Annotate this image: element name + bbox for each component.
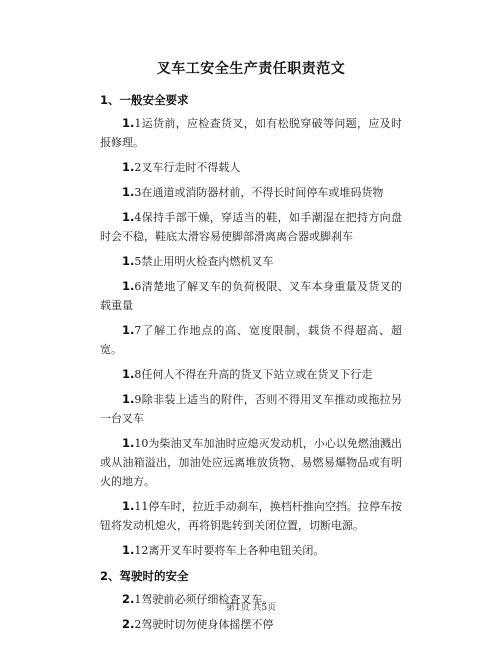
- paragraph: [100, 183, 402, 202]
- item-number: 1.: [122, 254, 135, 268]
- paragraph: [100, 114, 402, 152]
- paragraph-text: 4保持手部干燥，穿适当的鞋，如手潮湿在把持方向盘时会不稳，鞋底太滑容易使脚部滑离离合器或脚刹车: [100, 211, 402, 243]
- item-number: 1.: [122, 499, 135, 513]
- section-heading: 2、驾驶时的安全: [100, 569, 189, 583]
- paragraph: [100, 615, 402, 634]
- item-number: 1.: [122, 543, 135, 557]
- page-footer: 第1页 共5页: [225, 603, 277, 613]
- document-title: 叉车工安全生产责任职责范文: [156, 61, 346, 77]
- paragraph: [100, 277, 402, 315]
- paragraph: [100, 321, 402, 359]
- paragraph-text: 10为柴油叉车加油时应熄灭发动机，小心以免燃油溅出或从油箱溢出，加油处应远离堆放货物、易燃易爆物品或有明火的地方。: [100, 437, 402, 488]
- paragraph: [100, 365, 402, 384]
- item-number: 1.: [122, 323, 135, 337]
- paragraph: [100, 541, 402, 560]
- paragraph: [100, 497, 402, 535]
- item-number: 2.: [122, 592, 135, 606]
- item-number: 1.: [122, 392, 135, 406]
- item-number: 1.: [122, 116, 135, 130]
- paragraph: [100, 158, 402, 177]
- item-number: 1.: [122, 210, 135, 224]
- paragraph: [100, 390, 402, 428]
- paragraph-text: 3在通道或消防器材前，不得长时间停车或堆码货物: [134, 186, 384, 199]
- item-number: 1.: [122, 160, 135, 174]
- item-number: 1.: [122, 185, 135, 199]
- paragraph-text: 6清楚地了解叉车的负荷极限、叉车本身重量及货叉的载重量: [100, 280, 402, 312]
- paragraph-text: 2驾驶时切勿使身体摇摆不停: [134, 618, 274, 631]
- paragraph-text: 9除非装上适当的附件，否则不得用叉车推动或拖拉另一台叉车: [100, 393, 402, 425]
- paragraph-text: 1驾驶前必须仔细检查叉车。: [134, 593, 274, 606]
- item-number: 1.: [122, 279, 135, 293]
- paragraph-text: 2叉车行走时不得载人: [134, 161, 241, 174]
- section-heading: 1、一般安全要求: [100, 93, 189, 107]
- document-body: [100, 84, 402, 640]
- paragraph: [100, 434, 402, 491]
- paragraph-text: 8任何人不得在升高的货叉下站立或在货叉下行走: [134, 368, 373, 381]
- paragraph-text: 11停车时，拉近手动刹车，换档杆推向空挡。拉停车按钮将发动机熄火，再将钥匙转到关闭位置，切断电源。: [100, 500, 402, 532]
- paragraph-text: 7了解工作地点的高、宽度限制，载货不得超高、超宽。: [100, 324, 402, 356]
- paragraph-text: 1运货前，应检查货叉，如有松脱穿破等问题，应及时报修理。: [100, 117, 402, 149]
- paragraph-text: 5禁止用明火检查内燃机叉车: [134, 255, 274, 268]
- paragraph-text: 12离开叉车时要将车上各种电钮关闭。: [134, 544, 325, 557]
- paragraph: [100, 252, 402, 271]
- item-number: 2.: [122, 617, 135, 631]
- item-number: 1.: [122, 436, 135, 450]
- paragraph: [100, 208, 402, 246]
- item-number: 1.: [122, 367, 135, 381]
